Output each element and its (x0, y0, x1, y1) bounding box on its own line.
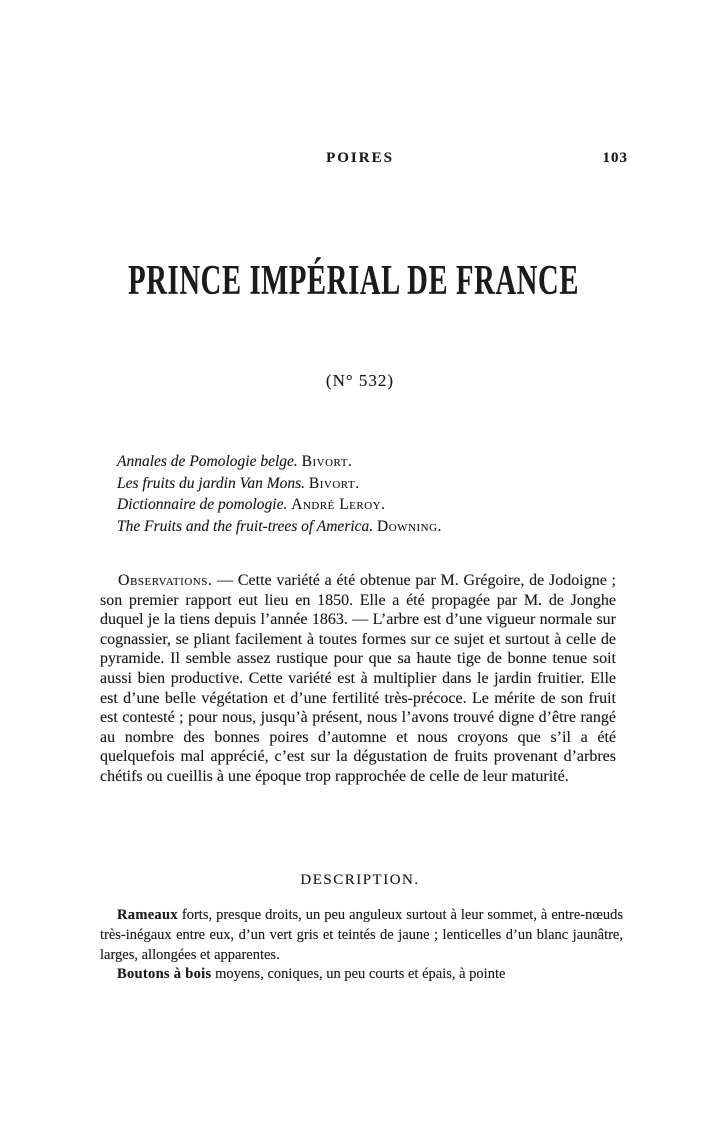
article-number: (N° 532) (325, 371, 395, 390)
observations-paragraph (100, 571, 616, 787)
observations-text: — Cette variété a été obtenue par M. Grégoire, de Jodoigne ; son premier rapport eut lieu en 1850. Elle a été propagée par M. de Jonghe duquel je la tiens depuis l’année 1863. — L’arbre est d’une vigueur normale sur cognassier, se pliant facilement à toutes formes sur ce sujet et surtout à celle de pyramide. Il semble assez rustique pour que sa haute tige de bonne tenue soit aussi bien productive. Cette variété est à multiplier dans le jardin fruitier. Elle est d’une belle végétation et d’une fertilité très-précoce. Le mérite de son fruit est contesté ; pour nous, jusqu’à présent, nous l’avons trouvé digne d’être rangé au nombre des bonnes poires d’automne et nous croyons que s’il a été quelquefois mal apprécié, c’est sur la dégustation de fruits provenant d’arbres chétifs ou cueillis à une époque trop rapprochée de celle de leur maturité. (100, 572, 616, 785)
reference-item (117, 516, 442, 538)
description-text: moyens, coniques, un peu courts et épais, à pointe (215, 966, 506, 983)
description-item-boutons (100, 965, 623, 985)
reference-title: Les fruits du jardin Van Mons. (117, 474, 306, 492)
article-title-text: PRINCE IMPÉRIAL DE FRANCE (128, 258, 579, 304)
description-item-rameaux (100, 906, 623, 965)
description-term: Boutons à bois (117, 966, 212, 983)
reference-list (117, 451, 442, 537)
reference-title: The Fruits and the fruit-trees of America. (117, 517, 374, 535)
running-title: POIRES (326, 150, 394, 166)
article-title (0, 260, 707, 302)
reference-author: Downing. (377, 517, 442, 535)
reference-author: André Leroy. (291, 496, 386, 514)
page-number: 103 (602, 150, 628, 166)
description-heading: DESCRIPTION. (300, 872, 420, 888)
running-head (100, 150, 628, 167)
reference-item (117, 473, 442, 495)
reference-author: Bivort. (308, 474, 360, 492)
reference-title: Annales de Pomologie belge. (117, 453, 298, 470)
description-text: forts, presque droits, un peu anguleux surtout à leur sommet, à entre-nœuds très-inégaux entre eux, d’un vert gris et teintés de jaune ; lenticelles d’un blanc jaunâtre, larges, allongées et apparentes. (100, 907, 624, 963)
description-term: Rameaux (117, 907, 178, 923)
description-section (100, 906, 623, 985)
reference-item (117, 451, 442, 473)
observations-label: Observations. (118, 572, 213, 589)
reference-item (117, 494, 442, 516)
reference-author: Bivort. (301, 453, 353, 470)
reference-title: Dictionnaire de pomologie. (117, 496, 288, 514)
